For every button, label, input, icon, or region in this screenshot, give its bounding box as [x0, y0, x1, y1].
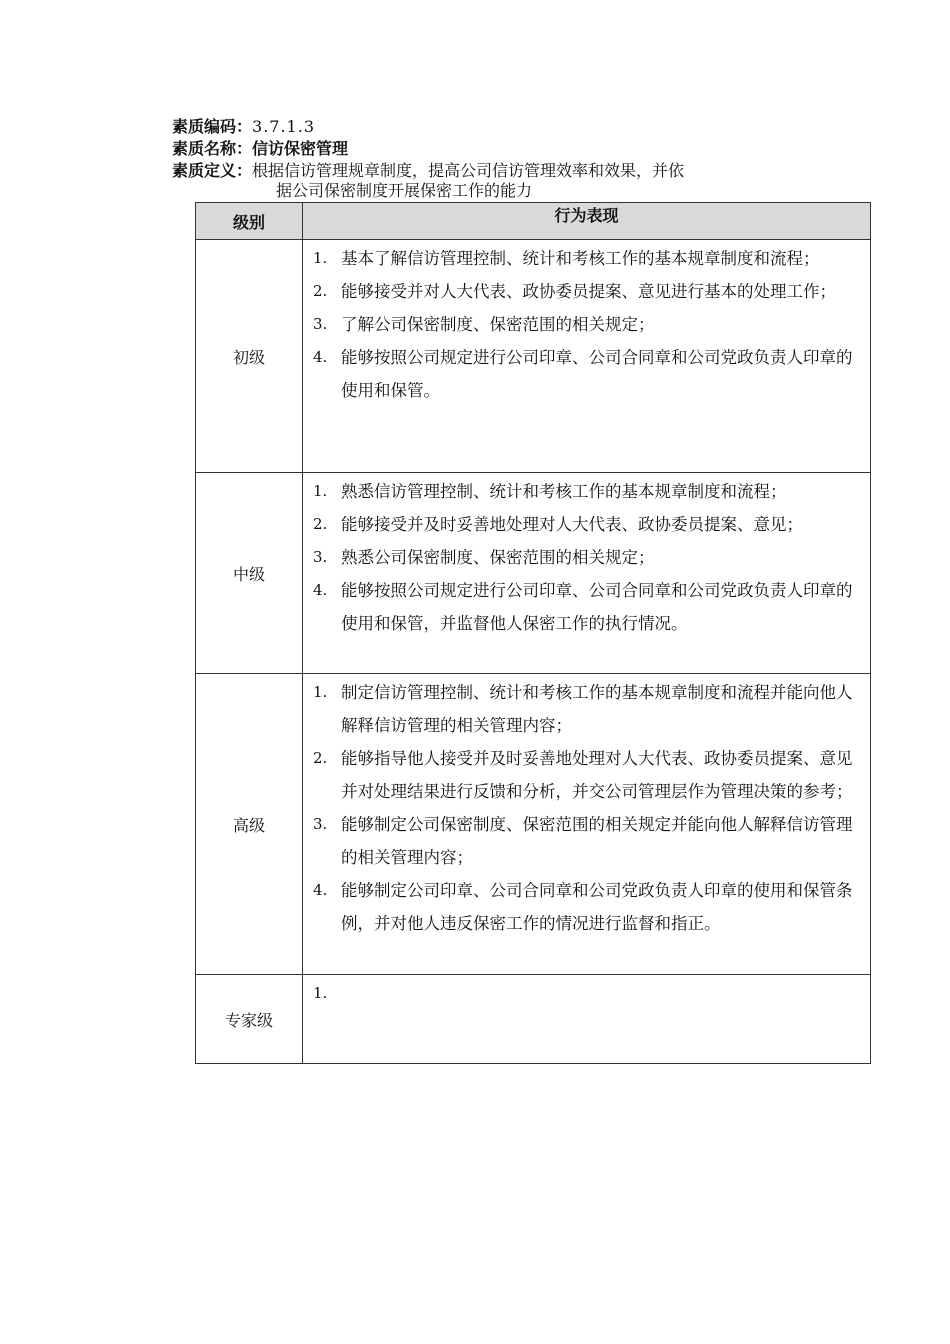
code-label: 素质编码： [172, 117, 253, 136]
item-number: 1. [313, 249, 328, 267]
list-item [313, 874, 860, 940]
list-item [313, 308, 860, 341]
competency-code-line [172, 116, 812, 138]
item-text: 熟悉信访管理控制、统计和考核工作的基本规章制度和流程； [341, 482, 787, 501]
table-row-intermediate [196, 473, 871, 674]
item-number: 4. [313, 581, 328, 599]
definition-text-line2: 据公司保密制度开展保密工作的能力 [276, 181, 533, 200]
item-number: 4. [313, 881, 328, 899]
competency-header [172, 116, 812, 202]
item-number: 3. [313, 548, 328, 566]
item-text: 能够按照公司规定进行公司印章、公司合同章和公司党政负责人印章的使用和保管。 [341, 348, 853, 400]
definition-label: 素质定义： [172, 161, 253, 180]
list-item [313, 742, 860, 808]
name-label: 素质名称： [172, 139, 253, 158]
item-text: 基本了解信访管理控制、统计和考核工作的基本规章制度和流程； [341, 249, 820, 268]
item-text: 能够接受并对人大代表、政协委员提案、意见进行基本的处理工作； [341, 282, 836, 301]
code-value: 3.7.1.3 [252, 117, 315, 136]
table-header-row [196, 203, 871, 240]
list-item [313, 574, 860, 640]
behavior-list [313, 676, 860, 940]
list-item [313, 242, 860, 275]
level-cell: 中级 [196, 473, 303, 674]
list-item [313, 808, 860, 874]
definition-text-line1: 根据信访管理规章制度，提高公司信访管理效率和效果，并依 [252, 161, 685, 180]
item-text: 能够接受并及时妥善地处理对人大代表、政协委员提案、意见； [341, 515, 803, 534]
item-number: 1. [313, 482, 328, 500]
item-number: 1. [313, 984, 328, 1002]
behavior-list [313, 475, 860, 640]
list-item [313, 341, 860, 407]
list-item [313, 508, 860, 541]
list-item [313, 475, 860, 508]
behavior-cell [303, 674, 871, 975]
level-cell: 初级 [196, 240, 303, 473]
item-text: 能够按照公司规定进行公司印章、公司合同章和公司党政负责人印章的使用和保管，并监督他人保密工作的执行情况。 [341, 581, 853, 633]
list-item [313, 275, 860, 308]
item-number: 1. [313, 683, 328, 701]
name-value: 信访保密管理 [252, 139, 349, 158]
item-text: 制定信访管理控制、统计和考核工作的基本规章制度和流程并能向他人解释信访管理的相关管理内容； [341, 683, 853, 735]
item-text: 能够制定公司保密制度、保密范围的相关规定并能向他人解释信访管理的相关管理内容； [341, 815, 853, 867]
table-row-expert [196, 975, 871, 1064]
behavior-cell [303, 975, 871, 1064]
item-number: 3. [313, 315, 328, 333]
competency-name-line [172, 138, 812, 160]
item-number: 2. [313, 749, 328, 767]
item-text: 了解公司保密制度、保密范围的相关规定； [341, 315, 655, 334]
level-cell: 高级 [196, 674, 303, 975]
level-column-header: 级别 [196, 203, 303, 240]
behavior-list [313, 242, 860, 407]
item-number: 2. [313, 282, 328, 300]
item-text: 熟悉公司保密制度、保密范围的相关规定； [341, 548, 655, 567]
item-text: 能够制定公司印章、公司合同章和公司党政负责人印章的使用和保管条例，并对他人违反保密工作的情况进行监督和指正。 [341, 881, 853, 933]
behavior-cell [303, 473, 871, 674]
list-item [313, 541, 860, 574]
behavior-levels-table [195, 202, 871, 1064]
table-row-senior [196, 674, 871, 975]
list-item [313, 676, 860, 742]
level-cell: 专家级 [196, 975, 303, 1064]
table-row-junior [196, 240, 871, 473]
item-number: 4. [313, 348, 328, 366]
competency-definition-line [172, 160, 812, 182]
item-text: 能够指导他人接受并及时妥善地处理对人大代表、政协委员提案、意见并对处理结果进行反馈和分析，并交公司管理层作为管理决策的参考； [341, 749, 853, 801]
behavior-cell [303, 240, 871, 473]
item-number: 3. [313, 815, 328, 833]
item-number: 2. [313, 515, 328, 533]
behavior-column-header: 行为表现 [303, 203, 871, 240]
